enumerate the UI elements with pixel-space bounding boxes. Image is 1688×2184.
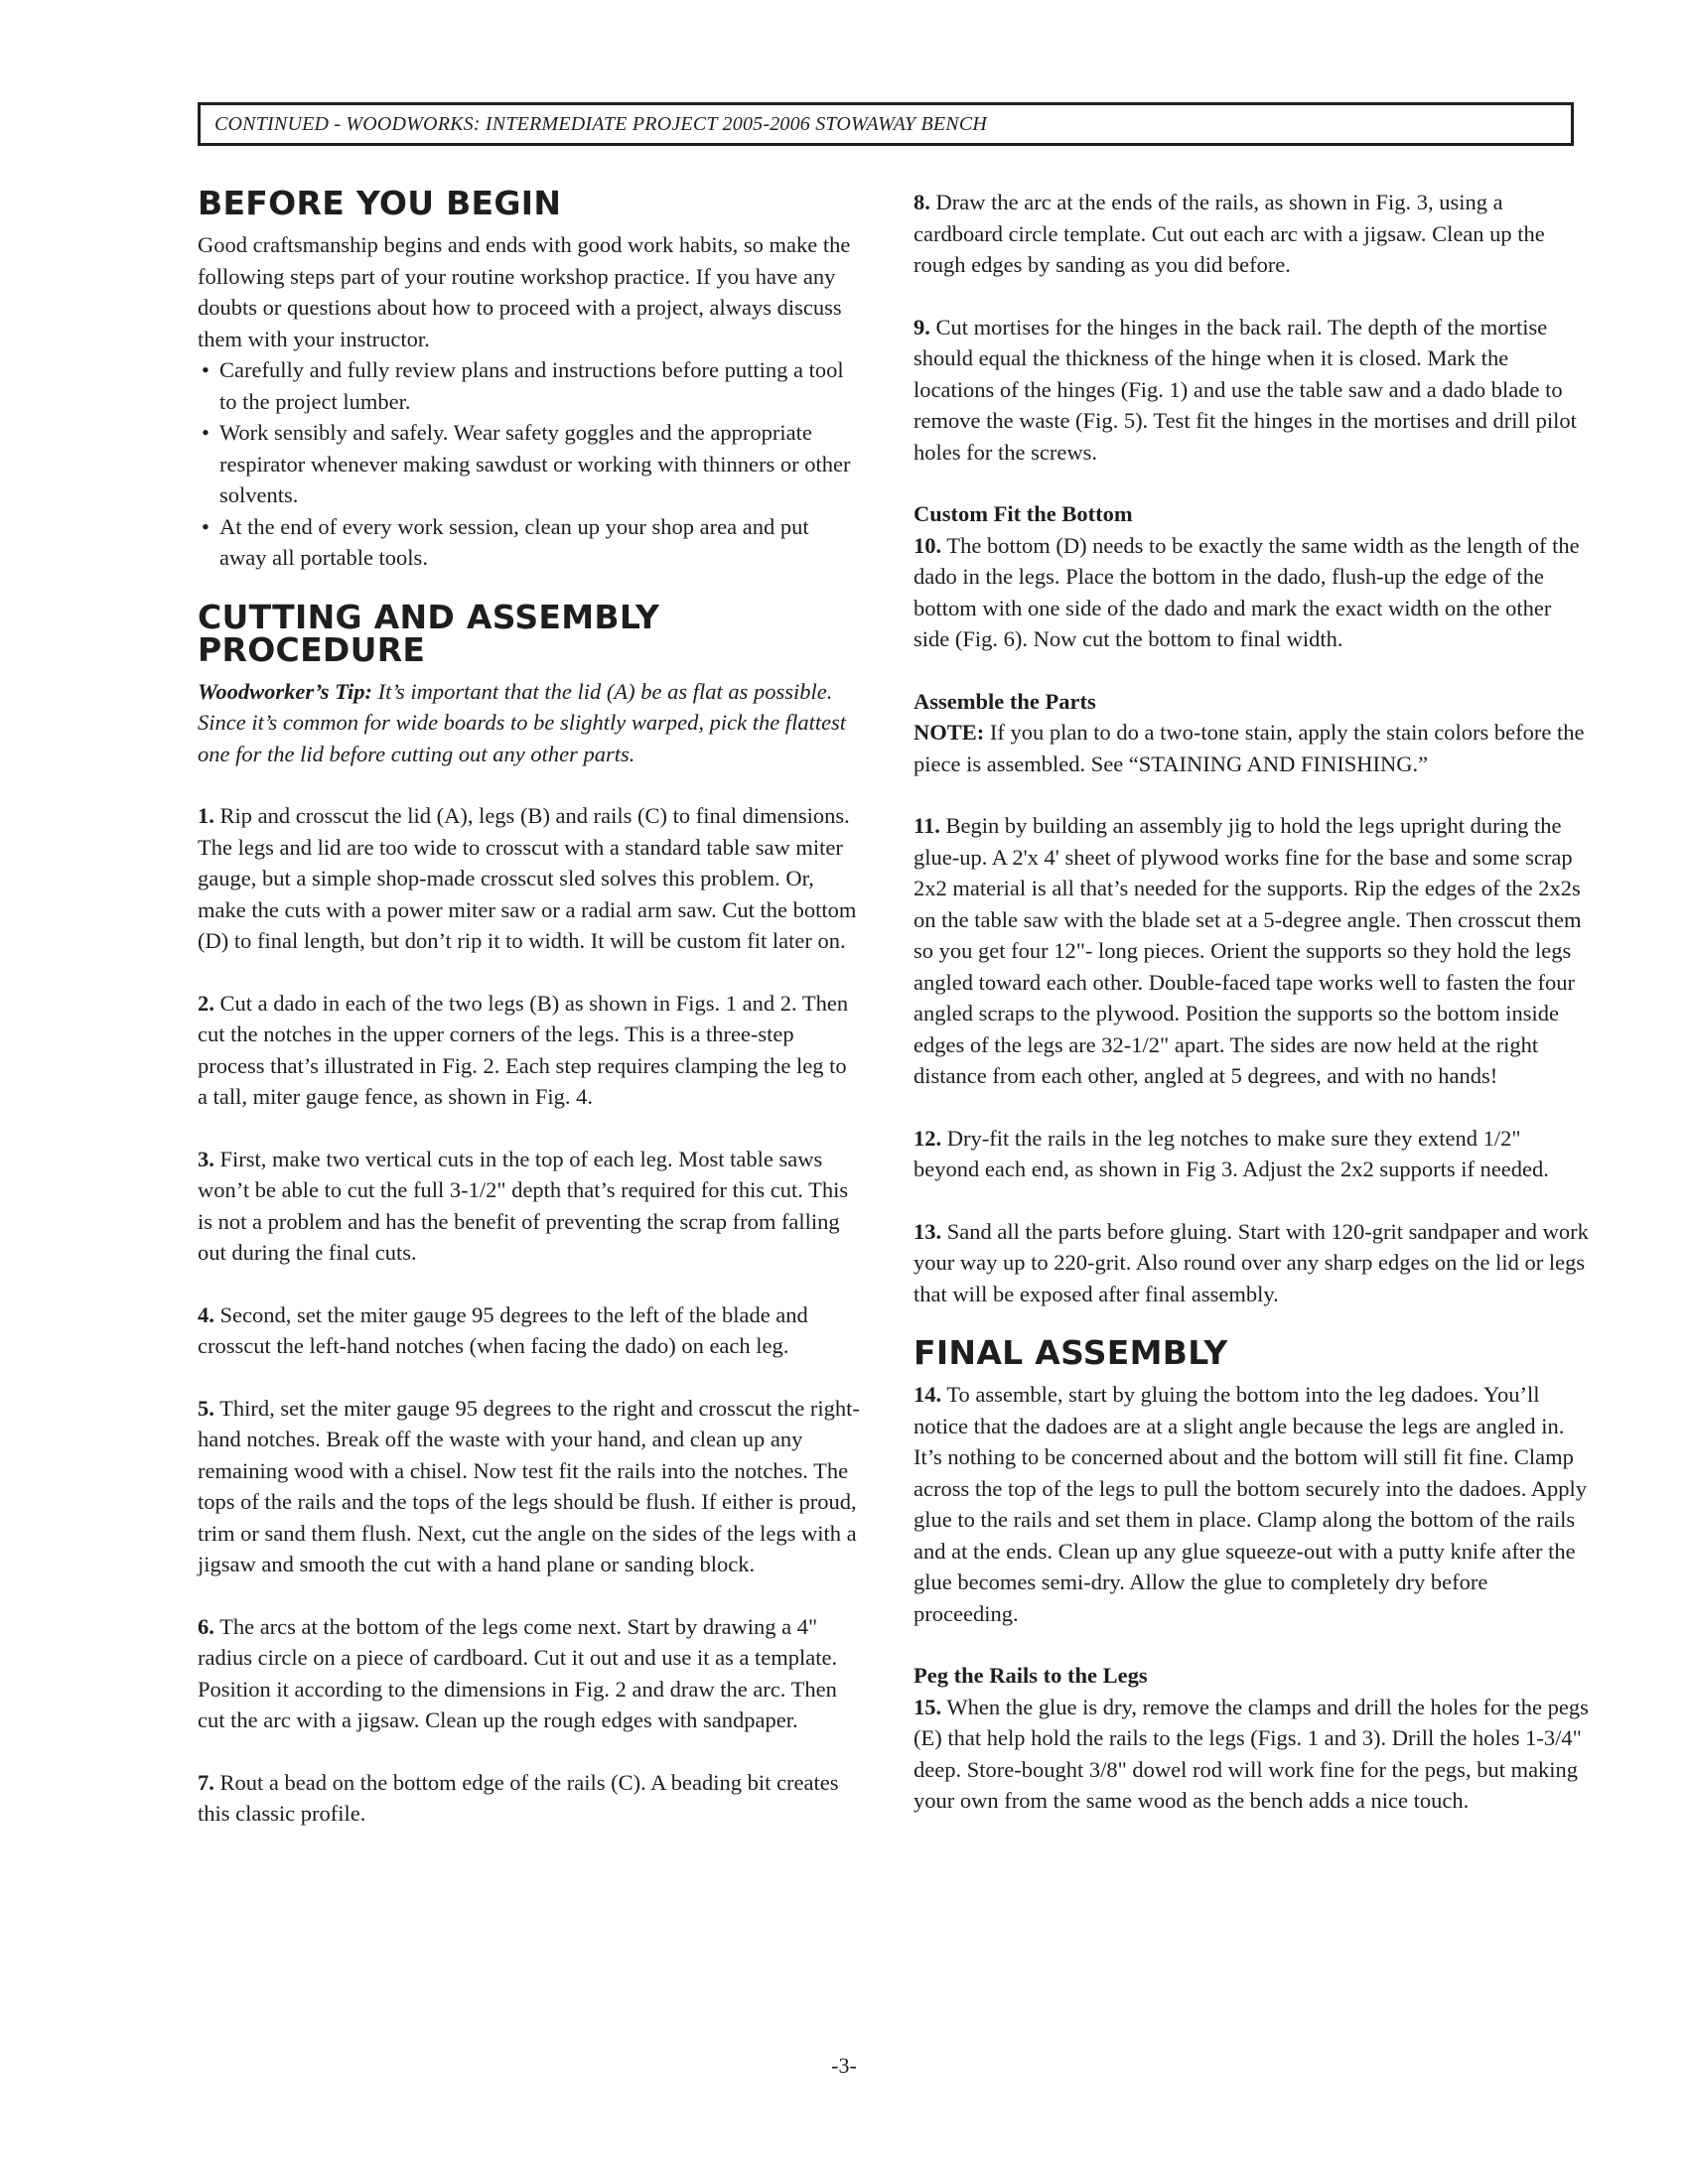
step-text: Rip and crosscut the lid (A), legs (B) and rails (C) to final dimensions. The legs and lid are too wide to crosscut with a standard table saw miter gauge, but a simple shop-made crosscut sled solves this problem. Or, make the cuts with a power miter saw or a radial arm saw. Cut the bottom (D) to final length, but don’t rip it to width. It will be custom fit later on.	[198, 803, 857, 953]
step-text: Draw the arc at the ends of the rails, as shown in Fig. 3, using a cardboard circle template. Cut out each arc with a jigsaw. Clean up the rough edges by sanding as you did before.	[914, 190, 1545, 277]
step-12	[914, 1123, 1589, 1185]
step-11	[914, 810, 1589, 1092]
step-number: 4.	[198, 1301, 214, 1327]
step-number: 7.	[198, 1769, 214, 1795]
right-column	[914, 187, 1589, 1817]
heading-final-assembly: FINAL ASSEMBLY	[914, 1333, 1228, 1372]
step-number: 6.	[198, 1613, 214, 1639]
step-2	[198, 988, 861, 1113]
subheading-assemble: Assemble the Parts	[914, 688, 1096, 714]
note-label: NOTE:	[914, 720, 985, 745]
step-4	[198, 1299, 861, 1362]
list-item: • Carefully and fully review plans and instructions before putting a tool to the project lumber.	[198, 354, 861, 417]
step-text: Second, set the miter gauge 95 degrees to the left of the blade and crosscut the left-hand notches (when facing the dado) on each leg.	[198, 1301, 808, 1358]
step-number: 1.	[198, 803, 214, 828]
step-text: The bottom (D) needs to be exactly the same width as the length of the dado in the legs. Place the bottom in the dado, flush-up the edge of the bottom with one side of the dado and mark the exact width on the other side (Fig. 6). Now cut the bottom to final width.	[914, 532, 1580, 651]
habits-list	[198, 354, 861, 574]
step-7	[198, 1767, 861, 1830]
page-header: CONTINUED - WOODWORKS: INTERMEDIATE PROJECT 2005-2006 STOWAWAY BENCH	[198, 102, 1574, 146]
step-text: Dry-fit the rails in the leg notches to make sure they extend 1/2" beyond each end, as shown in Fig 3. Adjust the 2x2 supports if needed.	[914, 1125, 1549, 1181]
step-text: To assemble, start by gluing the bottom into the leg dadoes. You’ll notice that the dadoes are at a slight angle because the legs are angled in. It’s nothing to be concerned about and the bottom will still fit fine. Clamp across the top of the legs to pull the bottom securely into the dadoes. Apply glue to the rails and set them in place. Clamp along the bottom of the rails and at the ends. Clean up any glue squeeze-out with a putty knife after the glue becomes semi-dry. Allow the glue to completely dry before proceeding.	[914, 1382, 1587, 1626]
step-3	[198, 1144, 861, 1269]
woodworkers-tip	[198, 676, 861, 770]
step-text: Third, set the miter gauge 95 degrees to the right and crosscut the right-hand notches. Break off the waste with your hand, and clean up any remaining wood with a chisel. Now test fit the rails into the notches. The tops of the rails and the tops of the legs should be flush. If either is proud, trim or sand them flush. Next, cut the angle on the sides of the legs with a jigsaw and smooth the cut with a hand plane or sanding block.	[198, 1395, 860, 1576]
assemble-section	[914, 686, 1589, 780]
before-intro: Good craftsmanship begins and ends with good work habits, so make the following steps part of your routine workshop practice. If you have any doubts or questions about how to proceed with a project, always discuss them with your instructor.	[198, 232, 851, 351]
step-number: 2.	[198, 990, 214, 1016]
step-number: 9.	[914, 314, 930, 340]
step-number: 12.	[914, 1125, 942, 1151]
step-14	[914, 1379, 1589, 1629]
step-9	[914, 312, 1589, 469]
step-text: Cut mortises for the hinges in the back rail. The depth of the mortise should equal the thickness of the hinge when it is closed. Mark the locations of the hinges (Fig. 1) and use the table saw and a dado blade to remove the waste (Fig. 5). Test fit the hinges in the mortises and drill pilot holes for the screws.	[914, 314, 1577, 465]
step-1	[198, 800, 861, 957]
step-number: 13.	[914, 1218, 942, 1244]
step-13	[914, 1216, 1589, 1310]
step-number: 14.	[914, 1382, 942, 1407]
custom-fit-section	[914, 498, 1589, 655]
step-text: Sand all the parts before gluing. Start with 120-grit sandpaper and work your way up to 220-grit. Also round over any sharp edges on the lid or legs that will be exposed after final assembly.	[914, 1218, 1589, 1306]
step-text: When the glue is dry, remove the clamps and drill the holes for the pegs (E) that help hold the rails to the legs (Figs. 1 and 3). Drill the holes 1-3/4" deep. Store-bought 3/8" dowel rod will work fine for the pegs, but making your own from the same wood as the bench adds a nice touch.	[914, 1694, 1589, 1813]
step-text: Begin by building an assembly jig to hold the legs upright during the glue-up. A 2'x 4' sheet of plywood works fine for the base and some scrap 2x2 material is all that’s needed for the supports. Rip the edges of the 2x2s on the table saw with the blade set at a 5-degree angle. Then crosscut them so you get four 12"- long pieces. Orient the supports so they hold the legs angled toward each other. Double-faced tape works well to fasten the four angled scraps to the plywood. Position the supports so the bottom inside edges of the legs are 32-1/2" apart. The sides are now held at the right distance from each other, angled at 5 degrees, and with no hands!	[914, 813, 1582, 1088]
step-text: First, make two vertical cuts in the top of each leg. Most table saws won’t be able to cut the full 3-1/2" depth that’s required for this cut. This is not a problem and has the benefit of preventing the scrap from falling out during the final cuts.	[198, 1146, 849, 1265]
step-text: The arcs at the bottom of the legs come next. Start by drawing a 4" radius circle on a piece of cardboard. Cut it out and use it as a template. Position it according to the dimensions in Fig. 2 and draw the arc. Then cut the arc with a jigsaw. Clean up the rough edges with sandpaper.	[198, 1613, 838, 1732]
heading-cutting-assembly: CUTTING AND ASSEMBLY PROCEDURE	[198, 597, 660, 669]
step-text: Rout a bead on the bottom edge of the rails (C). A beading bit creates this classic profile.	[198, 1769, 839, 1826]
tip-text: It’s important that the lid (A) be as flat as possible. Since it’s common for wide boards to be slightly warped, pick the flattest one for the lid before cutting out any other parts.	[198, 678, 847, 766]
note-text: If you plan to do a two-tone stain, apply the stain colors before the piece is assembled. See “STAINING AND FINISHING.”	[914, 720, 1585, 776]
subheading-custom-fit: Custom Fit the Bottom	[914, 501, 1133, 526]
step-number: 3.	[198, 1146, 214, 1171]
tip-label: Woodworker’s Tip:	[198, 678, 373, 704]
list-item: • Work sensibly and safely. Wear safety goggles and the appropriate respirator whenever making sawdust or working with thinners or other solvents.	[198, 417, 861, 511]
step-number: 11.	[914, 813, 940, 838]
step-text: Cut a dado in each of the two legs (B) as shown in Figs. 1 and 2. Then cut the notches in the upper corners of the legs. This is a three-step process that’s illustrated in Fig. 2. Each step requires clamping the leg to a tall, miter gauge fence, as shown in Fig. 4.	[198, 990, 849, 1109]
page-number: -3-	[831, 2053, 857, 2078]
peg-section	[914, 1660, 1589, 1817]
step-number: 8.	[914, 190, 930, 214]
heading-before-you-begin: BEFORE YOU BEGIN	[198, 184, 562, 222]
subheading-peg-rails: Peg the Rails to the Legs	[914, 1663, 1148, 1688]
step-number: 5.	[198, 1395, 214, 1421]
left-column	[198, 184, 861, 1830]
list-item: • At the end of every work session, clean up your shop area and put away all portable tools.	[198, 511, 861, 574]
step-number: 10.	[914, 532, 942, 558]
step-number: 15.	[914, 1694, 942, 1719]
step-5	[198, 1393, 861, 1580]
step-6	[198, 1611, 861, 1736]
step-8	[914, 187, 1589, 281]
